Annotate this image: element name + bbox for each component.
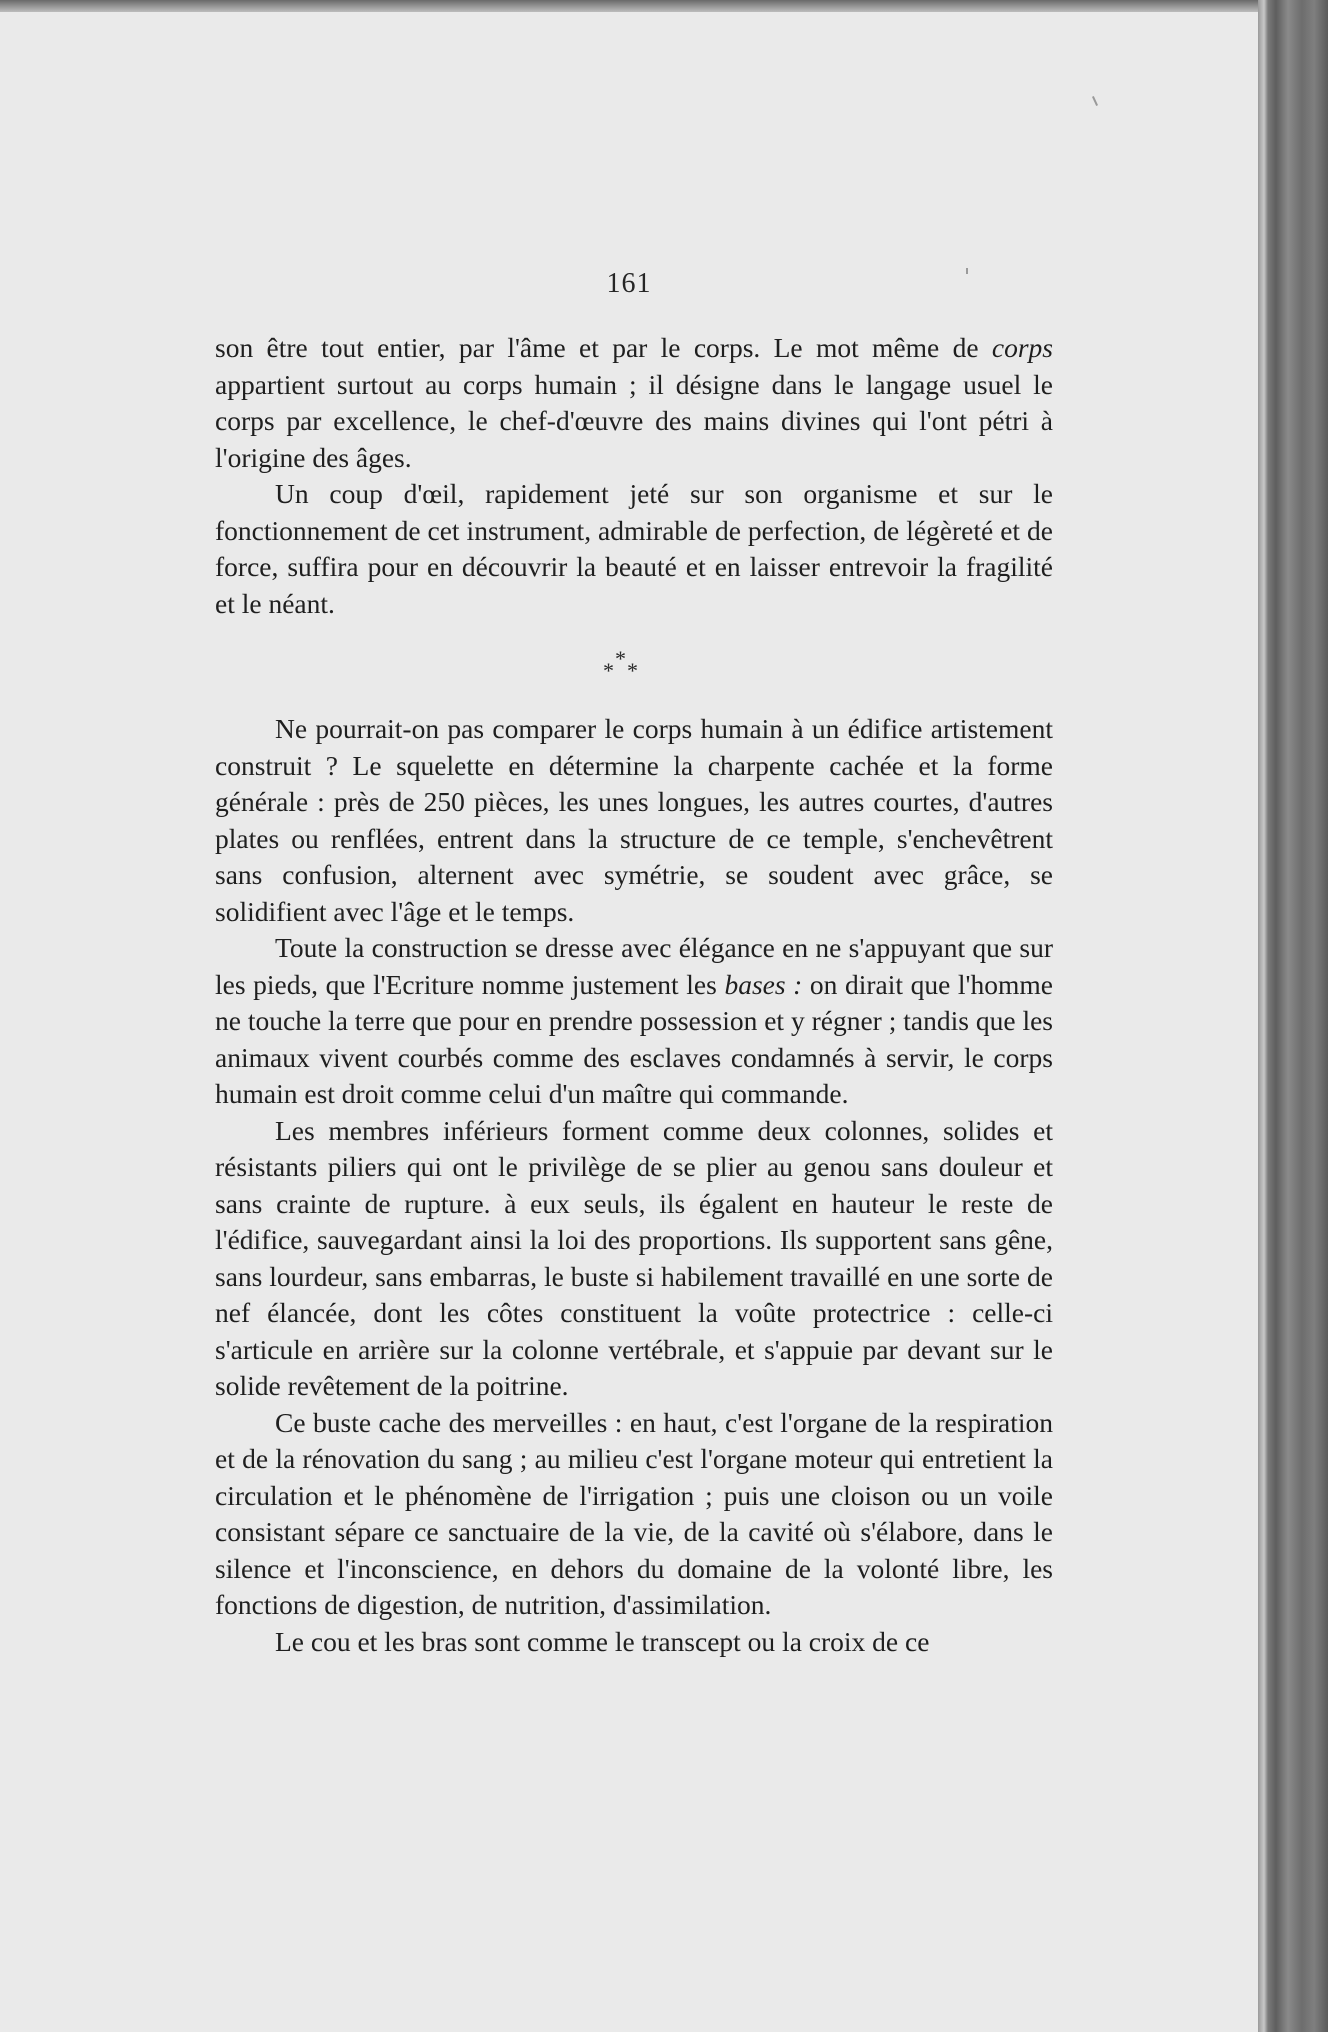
paragraph-text: Ce buste cache des merveilles : en haut, c'est l'organe de la respiration et de la rénovation du sang ; au milieu c'est l'organe moteur qui entretient la circulation et le phénomène de l'irrigation ; puis une cloison ou un voile consistant sépare ce sanctuaire de la vie, de la cavité où s'élabore, dans le silence et l'inconscience, en dehors du domaine de la volonté libre, les fonctions de digestion, de nutrition, d'assimilation.	[215, 1406, 1053, 1620]
page-edge	[1258, 0, 1328, 2032]
italic-word: corps	[991, 332, 1053, 363]
paragraph	[215, 1624, 1053, 1661]
paragraph-text: on dirait que l'homme ne touche la terre que pour en prendre possession et y régner ; tandis que les animaux vivent courbés comme des esclaves condamnés à servir, le corps humain est droit comme celui d'un maître qui commande.	[215, 968, 1053, 1109]
paragraph	[215, 1405, 1053, 1624]
paragraph-text: Ne pourrait-on pas comparer le corps humain à un édifice artistement construit ? Le squelette en détermine la charpente cachée et la forme générale : près de 250 pièces, les unes longues, les autres courtes, d'autres plates ou renflées, entrent dans la structure de ce temple, s'enchevêtrent sans confusion, alternent avec symétrie, se soudent avec grâce, se solidifient avec l'âge et le temps.	[215, 713, 1053, 927]
paragraph-text: appartient surtout au corps humain ; il désigne dans le langage usuel le corps par excellence, le chef-d'œuvre des mains divines qui l'ont pétri à l'origine des âges.	[215, 368, 1053, 473]
paragraph	[215, 711, 1053, 930]
paragraph-text: son être tout entier, par l'âme et par le corps. Le mot même de	[215, 332, 992, 363]
italic-word: bases :	[724, 968, 803, 1000]
paper-speck	[1092, 96, 1098, 106]
paragraph	[215, 476, 1053, 622]
asterism-star: *	[627, 658, 638, 683]
body-text	[215, 330, 1053, 1660]
paragraph-text: Toute la construction se dresse avec élégance en ne s'appuyant que sur les pieds, que l'Ecriture nomme justement les	[215, 932, 1053, 1000]
paragraph	[215, 330, 1053, 476]
paragraph-text: Les membres inférieurs forment comme deux colonnes, solides et résistants piliers qui ont le privilège de se plier au genou sans douleur et sans crainte de rupture. à eux seuls, ils égalent en hauteur le reste de l'édifice, sauvegardant ainsi la loi des proportions. Ils supportent sans gêne, sans lourdeur, sans embarras, le buste si habilement travaillé en une sorte de nef élancée, dont les côtes constituent la voûte protectrice : celle-ci s'articule en arrière sur la colonne vertébrale, et s'appuie par devant sur le solide revêtement de la poitrine.	[215, 1114, 1053, 1401]
paragraph	[215, 1113, 1053, 1405]
paragraph	[215, 930, 1053, 1113]
asterism-star: *	[603, 658, 614, 683]
paragraph-text: Le cou et les bras sont comme le transcept ou la croix de ce	[275, 1625, 930, 1657]
scan-top-band	[0, 0, 1328, 12]
page-number: 161	[606, 268, 652, 299]
asterism-star: *	[615, 646, 626, 671]
section-separator	[215, 622, 1053, 711]
paragraph-text: Un coup d'œil, rapidement jeté sur son organisme et sur le fonctionnement de cet instrument, admirable de perfection, de légèreté et de force, suffira pour en découvrir la beauté et en laisser entrevoir la fragilité et le néant.	[215, 478, 1053, 619]
